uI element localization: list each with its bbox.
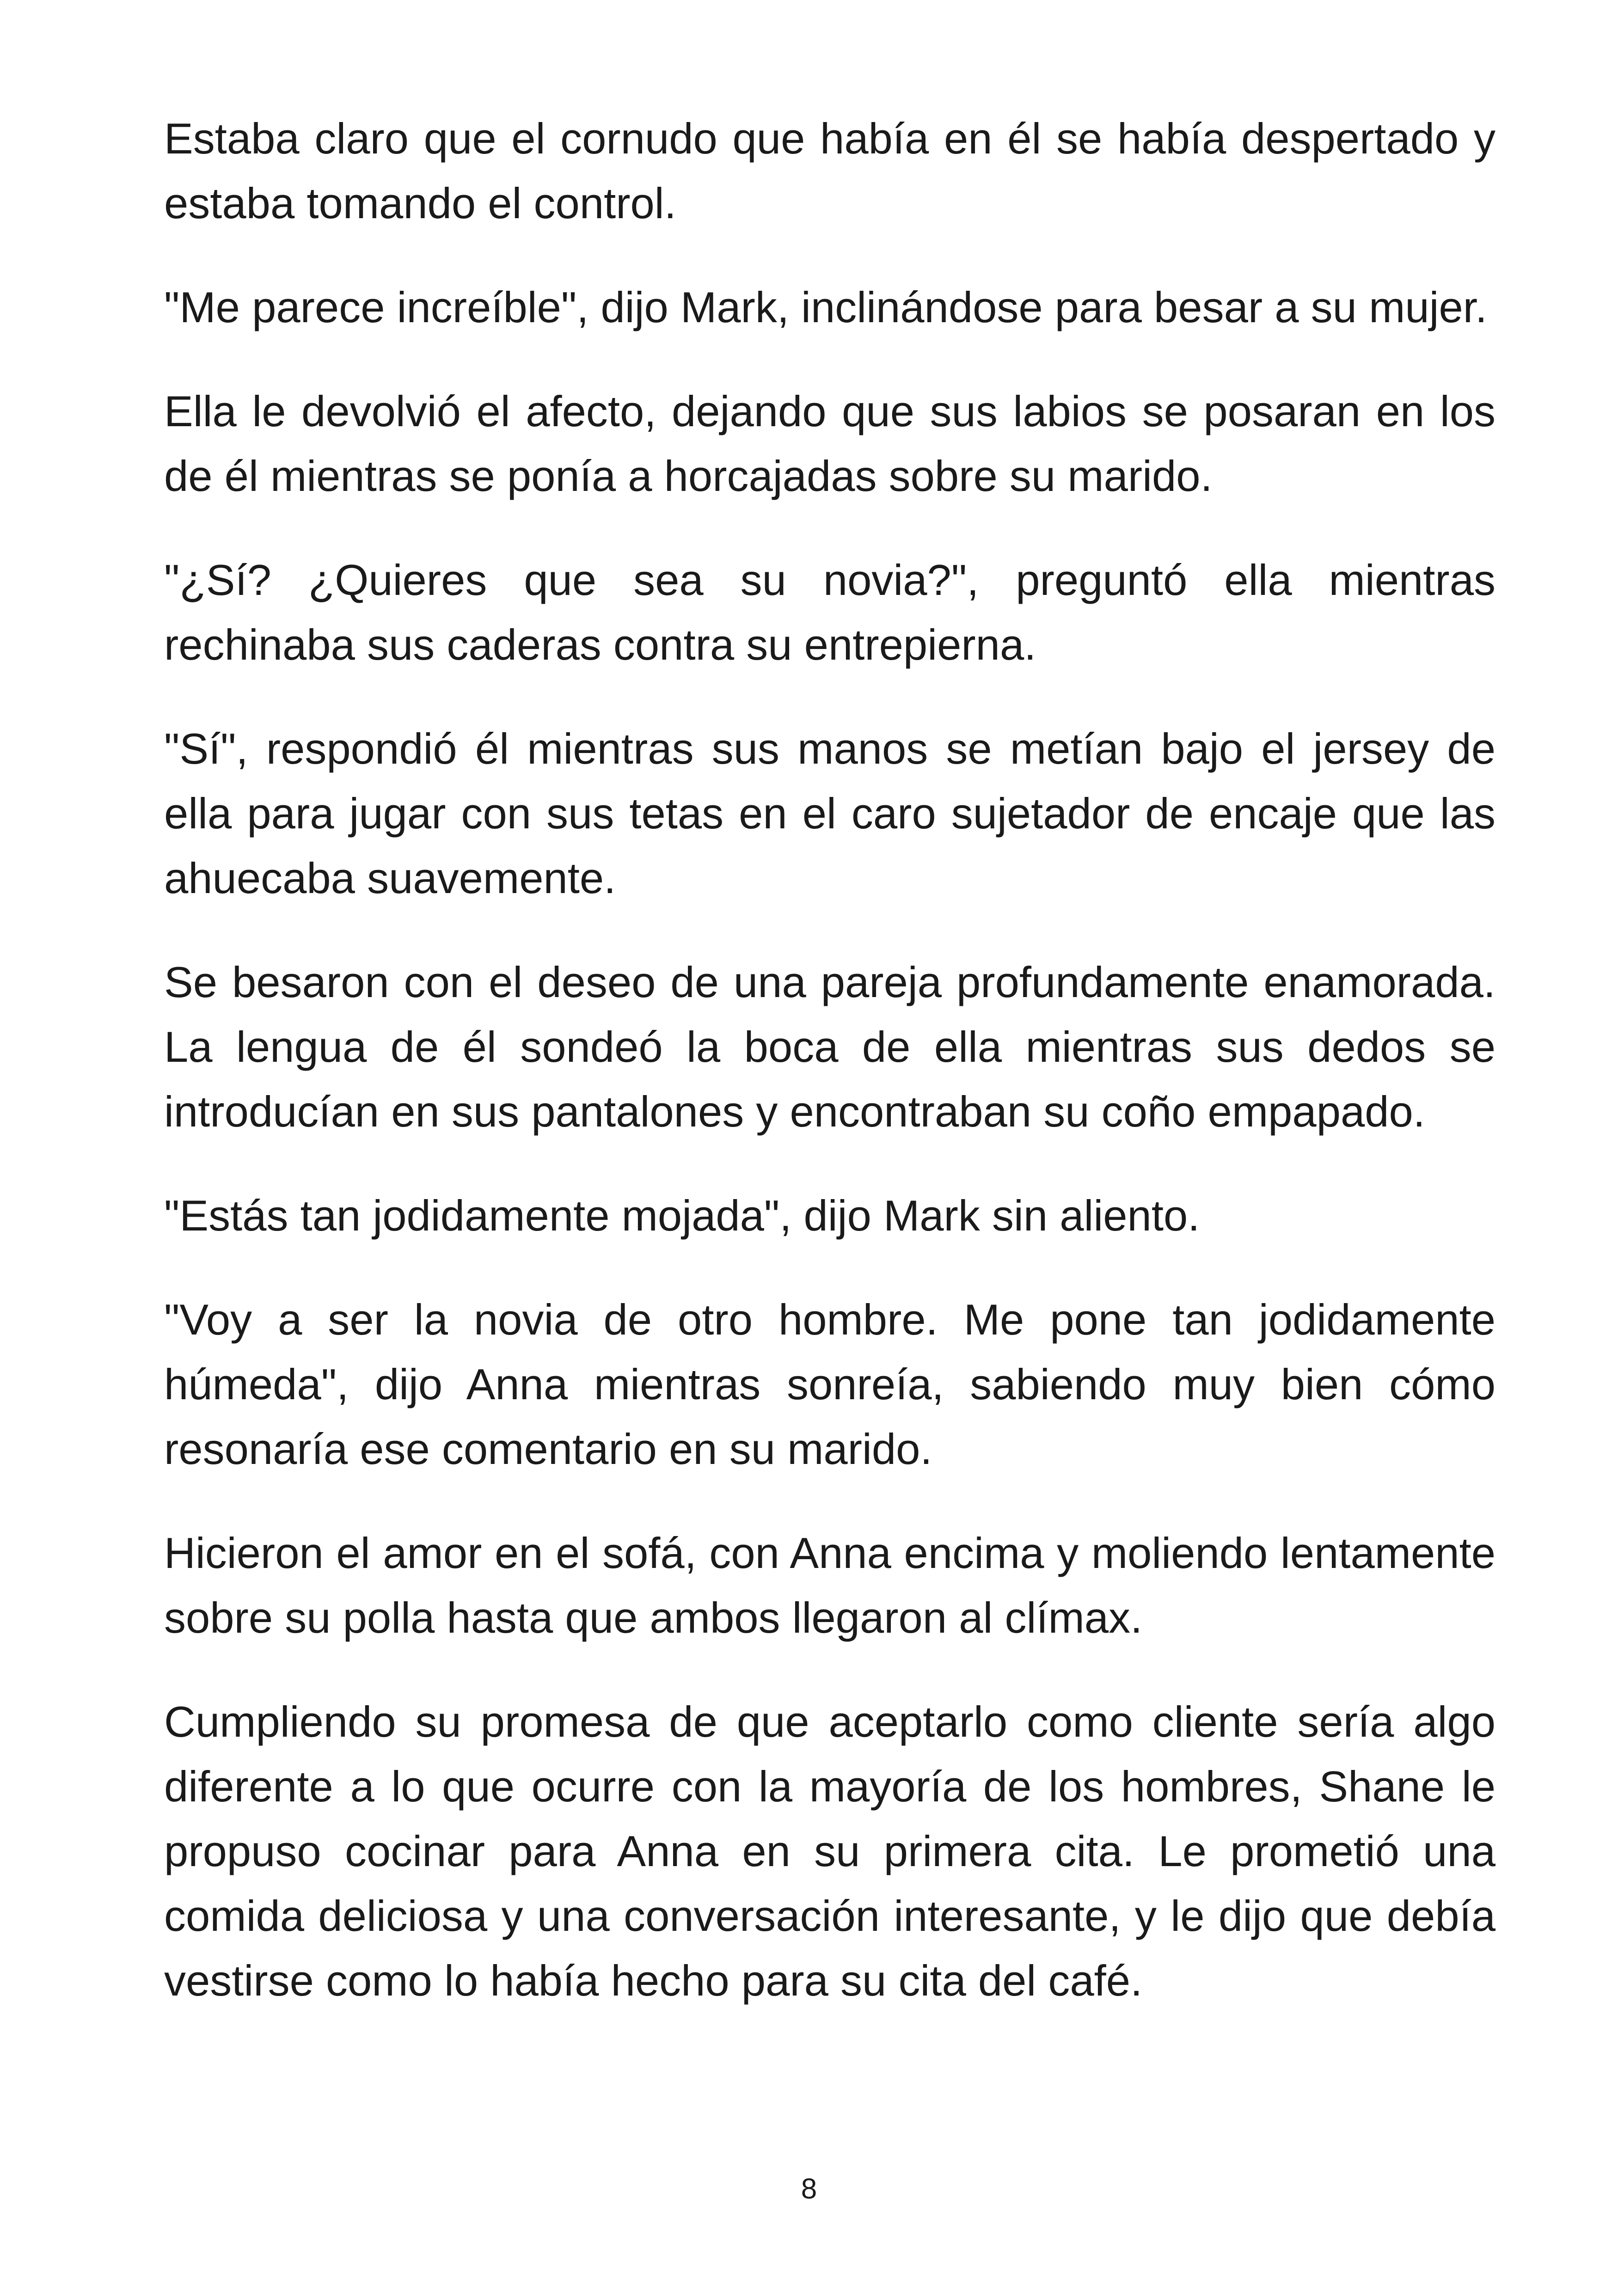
body-text [164,106,1495,2052]
paragraph: Se besaron con el deseo de una pareja profundamente enamorada. La lengua de él sondeó la boca de ella mientras sus dedos se introducían en sus pantalones y encontraban su coño empapado. [164,958,1495,1136]
paragraph: "¿Sí? ¿Quieres que sea su novia?", preguntó ella mientras rechinaba sus caderas contra su entrepierna. [164,556,1495,669]
paragraph: Ella le devolvió el afecto, dejando que sus labios se posaran en los de él mientras se ponía a horcajadas sobre su marido. [164,387,1495,500]
paragraph: Cumpliendo su promesa de que aceptarlo como cliente sería algo diferente a lo que ocurre con la mayoría de los hombres, Shane le propuso cocinar para Anna en su primera cita. Le prometió una comida deliciosa y una conversación interesante, y le dijo que debía vestirse como lo había hecho para su cita del café. [164,1697,1495,2005]
paragraph: "Me parece increíble", dijo Mark, inclinándose para besar a su mujer. [164,283,1488,331]
paragraph: "Sí", respondió él mientras sus manos se metían bajo el jersey de ella para jugar con sus tetas en el caro sujetador de encaje que las ahuecaba suavemente. [164,724,1495,902]
paragraph: "Estás tan jodidamente mojada", dijo Mark sin aliento. [164,1191,1200,1240]
paragraph: Hicieron el amor en el sofá, con Anna encima y moliendo lentamente sobre su polla hasta que ambos llegaron al clímax. [164,1529,1495,1642]
page-number: 8 [801,2173,817,2205]
paragraph: Estaba claro que el cornudo que había en él se había despertado y estaba tomando el control. [164,114,1495,227]
paragraph: "Voy a ser la novia de otro hombre. Me pone tan jodidamente húmeda", dijo Anna mientras sonreía, sabiendo muy bien cómo resonaría ese comentario en su marido. [164,1295,1495,1473]
